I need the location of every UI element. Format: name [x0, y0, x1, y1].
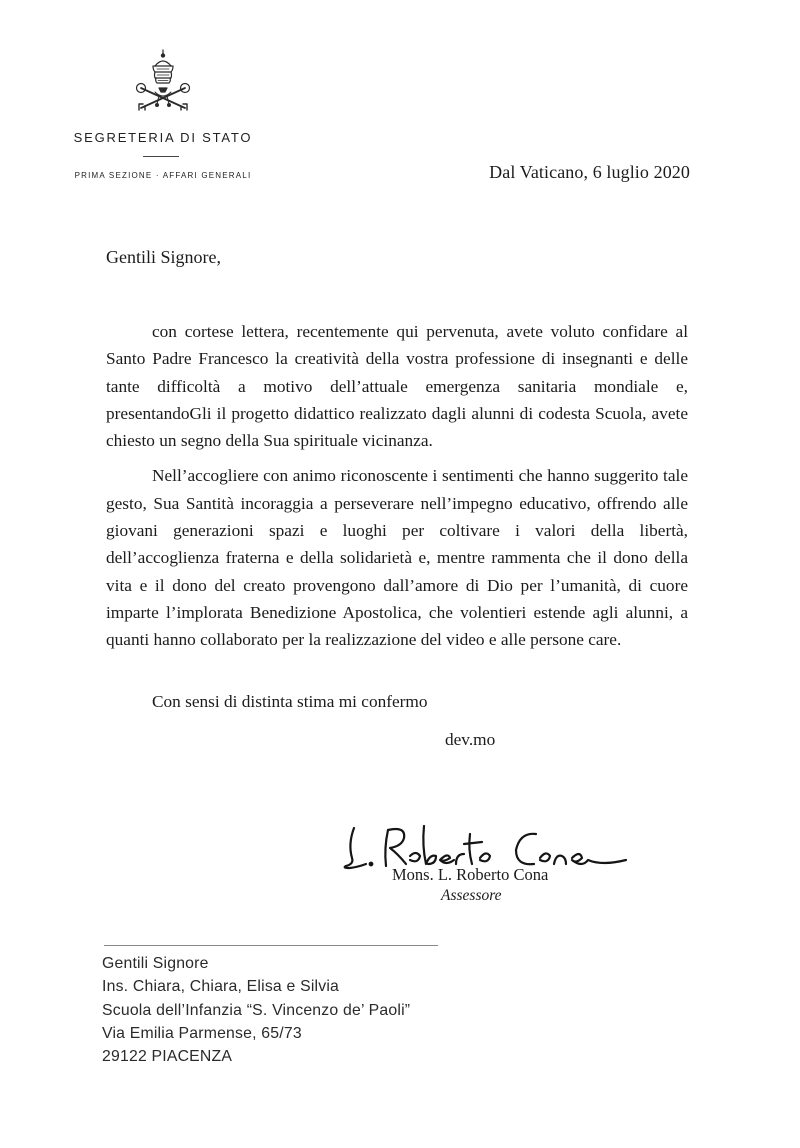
recipient-address	[102, 952, 410, 1068]
office-section: PRIMA SEZIONE · AFFARI GENERALI	[74, 171, 252, 180]
recipient-line: Gentili Signore	[102, 955, 209, 972]
recipient-line: Via Emilia Parmense, 65/73	[102, 1024, 302, 1042]
address-divider	[104, 945, 438, 946]
recipient-line: Ins. Chiara, Chiara, Elisa e Silvia	[102, 978, 340, 996]
body-paragraph: con cortese lettera, recentemente qui pervenuta, avete voluto confidare al Santo Padre Francesco la creatività della vostra professione di insegnanti e delle tante difficoltà a motivo dell’attuale emergenza sanitaria mondiale e, presentandoGli il progetto didattico realizzato dagli alunni di codesta Scuola, avete chiesto un segno della Sua spirituale vicinanza.	[106, 322, 688, 451]
body-paragraph: Nell’accogliere con animo riconoscente i sentimenti che hanno suggerito tale gesto, Sua Santità incoraggia a perseverare nell’impegno educativo, offrendo alle giovani generazioni spazi e luoghi per coltivare i valori della libertà, dell’accoglienza fraterna e della solidarietà e, mentre rammenta che il dono della vita e il dono del creato provengono dall’amore di Dio per l’umanità, di cuore imparte l’implorata Benedizione Apostolica, che volentieri estende agli alunni, a quanti hanno collaborato per la realizzazione del video e alle persone care.	[106, 466, 688, 650]
signer-name: Mons. L. Roberto Cona	[392, 865, 549, 884]
recipient-line: 29122 PIACENZA	[102, 1048, 233, 1066]
salutation: Gentili Signore,	[106, 247, 221, 267]
office-name: SEGRETERIA DI STATO	[73, 130, 253, 145]
place-date: Dal Vaticano, 6 luglio 2020	[489, 162, 690, 182]
papal-coat-of-arms-icon	[133, 48, 193, 114]
closing-line: Con sensi di distinta stima mi confermo	[152, 692, 428, 711]
devotion-abbreviation: dev.mo	[445, 730, 496, 749]
letterhead-divider	[143, 156, 179, 157]
letter-body	[106, 318, 688, 654]
signer-role: Assessore	[441, 887, 502, 904]
recipient-line: Scuola dell’Infanzia “S. Vincenzo de’ Paoli”	[102, 1001, 411, 1019]
